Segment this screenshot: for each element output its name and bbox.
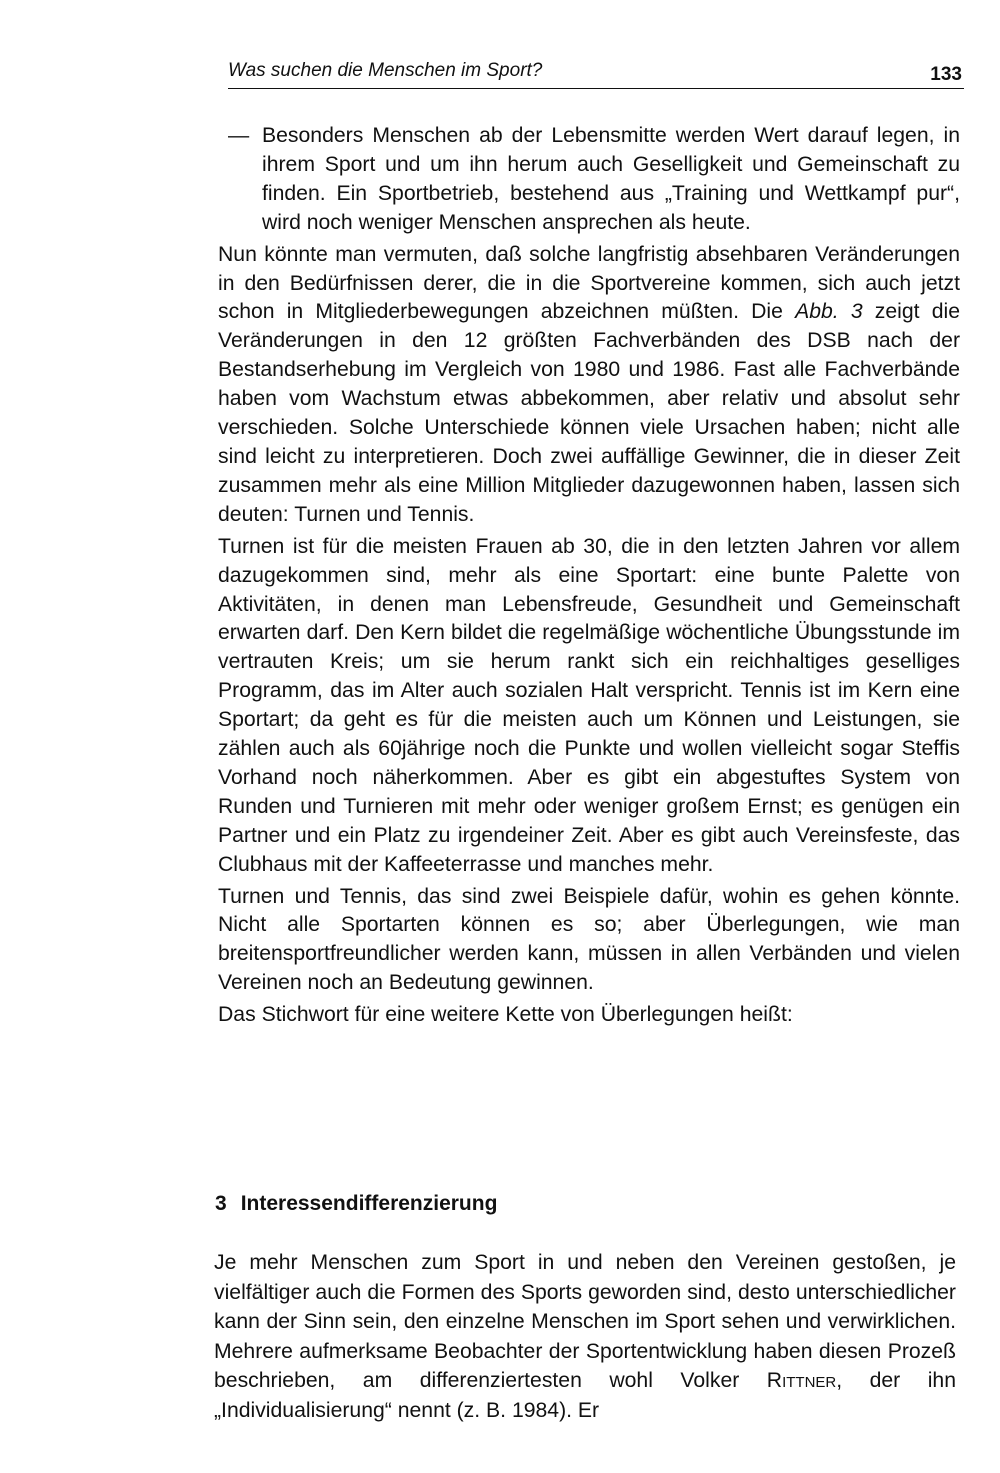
running-header [228, 58, 964, 89]
section-paragraph [214, 1248, 956, 1425]
paragraph-4: Das Stichwort für eine weitere Kette von Überlegungen heißt: [218, 1003, 793, 1027]
paragraph-2: Turnen ist für die meisten Frauen ab 30, die in den letzten Jahren vor allem dazugekommen sind, mehr als eine Sportart: eine bunte Palette von Aktivitäten, in denen man Lebensfreude, Gesundheit und Gemeinschaft erwarten darf. Den Kern bildet die regelmäßige wöchentliche Übungsstunde im vertrauten Kreis; um sie herum rankt sich ein reichhaltiges geselliges Programm, das im Alter auch sozialen Halt verspricht. Tennis ist im Kern eine Sportart; da geht es für die meisten auch um Können und Leistungen, sie zählen auch als 60jährige noch die Punkte und wollen vielleicht sogar Steffis Vorhand noch näherkommen. Aber es gibt ein abgestuftes System von Runden und Turnieren mit mehr oder weniger großem Ernst; es genügen ein Partner und ein Platz zu irgendeiner Zeit. Aber es gibt auch Vereinsfeste, das Clubhaus mit der Kaffeeterrasse und manches mehr. [218, 534, 960, 876]
paragraph-1 [218, 241, 960, 530]
body-text [218, 122, 960, 1030]
paragraph-3: Turnen und Tennis, das sind zwei Beispiele dafür, wohin es gehen könnte. Nicht alle Sportarten können es so; aber Überlegungen, wie man breitensportfreundlicher werden kann, müssen in allen Verbänden und vielen Vereinen noch an Bedeutung gewinnen. [218, 884, 960, 995]
section-text-a: Je mehr Menschen zum Sport in und neben den Vereinen gestoßen, je vielfältiger auch die Formen des Sports geworden sind, desto unterschiedlicher kann der Sinn sein, den einzelne Menschen im Sport sehen und verwirklichen. Mehrere aufmerksame Beobachter der Sportentwicklung haben diesen Prozeß beschrieben, am differenziertesten wohl Volker [214, 1251, 956, 1392]
section-heading [215, 1192, 497, 1216]
paragraph-1-text-b: zeigt die Veränderungen in den 12 größten Fachverbänden des DSB nach der Bestandserhebung im Vergleich von 1980 und 1986. Fast alle Fachverbände haben vom Wachstum etwas abbekommen, aber relativ und absolut sehr verschieden. Solche Unterschiede können viele Ursachen haben; nicht alle sind leicht zu interpretieren. Doch zwei auffällige Gewinner, die in dieser Zeit zusammen mehr als eine Million Mitglieder dazugewonnen haben, lassen sich deuten: Turnen und Tennis. [218, 300, 960, 526]
paragraph-1-text-a: Nun könnte man vermuten, daß solche langfristig absehbaren Veränderungen in den Bedürfnissen derer, die in die Sportvereine kommen, sich auch jetzt schon in Mitgliederbewegungen abzeichnen müßten. Die [218, 242, 960, 324]
author-name: Rittner [766, 1369, 837, 1392]
dash-item-text: Besonders Menschen ab der Lebensmitte werden Wert darauf legen, in ihrem Sport und um ihn herum auch Geselligkeit und Gemeinschaft zu finden. Ein Sportbetrieb, bestehend aus „Training und Wettkampf pur“, wird noch weniger Menschen ansprechen als heute. [262, 124, 960, 234]
section-title: Interessendifferenzierung [240, 1192, 498, 1215]
dash-list-item [228, 122, 960, 241]
dash-marker: — [228, 124, 250, 147]
running-title: Was suchen die Menschen im Sport? [228, 60, 543, 81]
section-body-text [214, 1248, 956, 1425]
page-number: 133 [930, 64, 962, 85]
figure-reference: Abb. 3 [795, 300, 863, 324]
section-number: 3 [215, 1192, 227, 1215]
section-text-b: , der ihn „Individualisierung“ nennt (z. B. 1984). Er [214, 1369, 956, 1422]
